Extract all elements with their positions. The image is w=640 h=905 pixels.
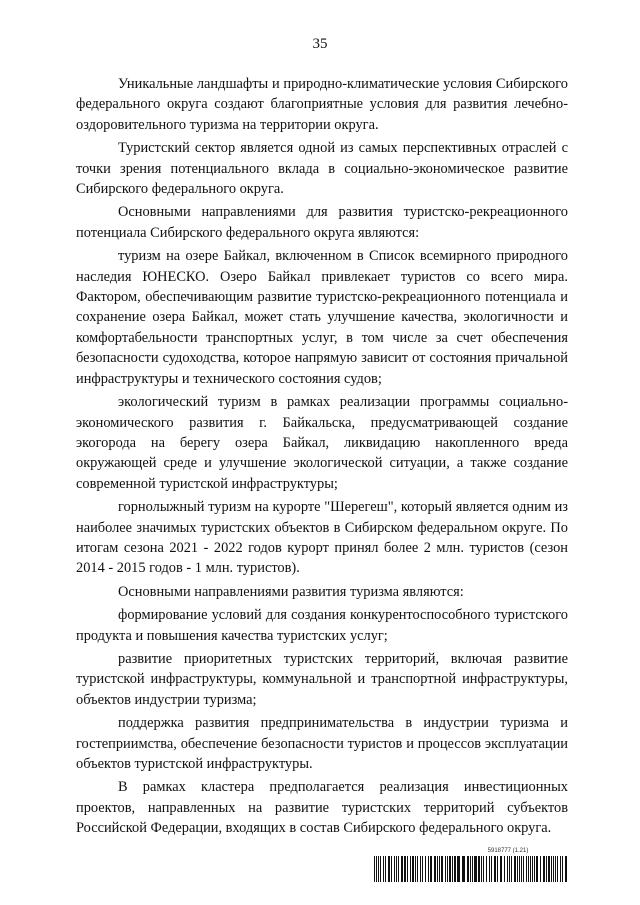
barcode-bar [497, 856, 498, 882]
barcode-icon [374, 856, 568, 882]
barcode-bar [519, 856, 520, 882]
paragraph: развитие приоритетных туристских территорий, включая развитие туристской инфраструктуры, коммунальной и транспортной инфраструктуры, объектов индустрии туризма; [76, 650, 568, 708]
barcode-bar [434, 856, 436, 882]
barcode-bar [483, 856, 484, 882]
barcode-bar [523, 856, 524, 882]
barcode-bar [380, 856, 381, 882]
barcode-bar [551, 856, 552, 882]
barcode-bar [378, 856, 379, 882]
barcode-bar [391, 856, 392, 882]
barcode-bar [494, 856, 496, 882]
barcode-bar [417, 856, 418, 882]
barcode-bar [398, 856, 399, 882]
barcode-bar [481, 856, 482, 882]
barcode-bar [385, 856, 386, 882]
barcode-bar [543, 856, 545, 882]
document-code: 5918777 (1.21) [487, 848, 529, 854]
barcode-bar [428, 856, 429, 882]
barcode-bar [514, 856, 516, 882]
barcode-bar [536, 856, 538, 882]
paragraph: поддержка развития предпринимательства в индустрии туризма и гостеприимства, обеспечение безопасности туристов и процессов эксплуатации объектов туристской инфраструктуры. [76, 715, 568, 772]
barcode-bar [504, 856, 505, 882]
barcode-bar [430, 856, 432, 882]
barcode-bar [555, 856, 556, 882]
barcode-bar [565, 856, 567, 882]
barcode-bar [530, 856, 531, 882]
barcode-bar [388, 856, 390, 882]
barcode-bar [449, 856, 451, 882]
paragraph: экологический туризм в рамках реализации программы социально-экономического развития г. Байкальска, предусматривающей создание экогорода на берегу озера Байкал, ликвидацию накопленного вреда окружающей среде и улучшение экологической ситуации, а также создание современной туристской инфраструктуры; [76, 394, 568, 492]
paragraph: туризм на озере Байкал, включенном в Список всемирного природного наследия ЮНЕСКО. Озеро Байкал привлекает туристов со всего мира. Фактором, обеспечивающим развитие туристско-рекреационного потенциала и сохранение озера Байкал, может стать улучшение качества, экологичности и комфортабельности транспортных услуг, в том числе за счет обеспечения безопасности судоходства, которое напрямую зависит от состояния причальной инфраструктуры и технического состояния судов; [76, 248, 568, 387]
barcode-bar [425, 856, 426, 882]
barcode-bar [540, 856, 541, 882]
barcode-bar [404, 856, 406, 882]
paragraph: Туристский сектор является одной из самых перспективных отраслей с точки зрения потенциального вклада в социально-экономическое развитие Сибирского федерального округа. [76, 140, 568, 198]
paragraph: горнолыжный туризм на курорте "Шерегеш", который является одним из наиболее значимых туристских объектов в Сибирском федеральном округе. По итогам сезона 2021 - 2022 годов курорт принял более 2 млн. туристов (сезон 2014 - 2015 годов - 1 млн. туристов). [76, 499, 568, 577]
barcode-bar [557, 856, 558, 882]
barcode-bar [526, 856, 527, 882]
paragraph: В рамках кластера предполагается реализация инвестиционных проектов, направленных на развитие туристских территорий субъектов Российской Федерации, входящих в состав Сибирского федерального округа. [76, 779, 568, 837]
paragraph: формирование условий для создания конкурентоспособного туристского продукта и повышения качества туристских услуг; [76, 607, 568, 644]
barcode-bar [437, 856, 438, 882]
barcode-bar [511, 856, 512, 882]
barcode-bar [376, 856, 377, 882]
barcode-bar [472, 856, 473, 882]
barcode-bar [415, 856, 416, 882]
barcode-bar [478, 856, 480, 882]
barcode-bar [532, 856, 533, 882]
barcode-bar [560, 856, 561, 882]
paragraph: Основными направлениями для развития туристско-рекреационного потенциала Сибирского федерального округа являются: [76, 204, 568, 241]
barcode-bar [407, 856, 408, 882]
barcode-bar [489, 856, 490, 882]
barcode-bar [420, 856, 421, 882]
paragraph: Уникальные ландшафты и природно-климатические условия Сибирского федерального округа создают благоприятные условия для развития лечебно-оздоровительного туризма на территории округа. [76, 76, 568, 133]
barcode-bar [553, 856, 554, 882]
barcode-bar [546, 856, 547, 882]
barcode-bar [454, 856, 456, 882]
barcode-bar [401, 856, 403, 882]
barcode-bar [534, 856, 535, 882]
barcode-bar [457, 856, 460, 882]
barcode-bar [507, 856, 508, 882]
barcode-bar [548, 856, 550, 882]
barcode-bar [422, 856, 423, 882]
barcode-bar [374, 856, 375, 882]
barcode-bar [394, 856, 395, 882]
barcode-bar [562, 856, 563, 882]
barcode-bar [528, 856, 529, 882]
barcode-bar [521, 856, 522, 882]
barcode-bar [447, 856, 448, 882]
barcode-bar [396, 856, 397, 882]
barcode-bar [445, 856, 446, 882]
barcode-bar [509, 856, 510, 882]
barcode-bar [486, 856, 487, 882]
barcode-bar [500, 856, 502, 882]
page-number: 35 [312, 36, 328, 52]
barcode-bar [439, 856, 440, 882]
barcode-bar [383, 856, 384, 882]
barcode-bar [462, 856, 465, 882]
barcode-bar [491, 856, 492, 882]
paragraph: Основными направлениями развития туризма являются: [118, 583, 464, 600]
barcode-bar [474, 856, 477, 882]
barcode-bar [452, 856, 453, 882]
barcode-bar [517, 856, 518, 882]
body-text [76, 74, 568, 839]
barcode-bar [410, 856, 411, 882]
barcode-bar [467, 856, 469, 882]
barcode-bar [470, 856, 471, 882]
barcode-bar [412, 856, 414, 882]
barcode-bar [441, 856, 443, 882]
